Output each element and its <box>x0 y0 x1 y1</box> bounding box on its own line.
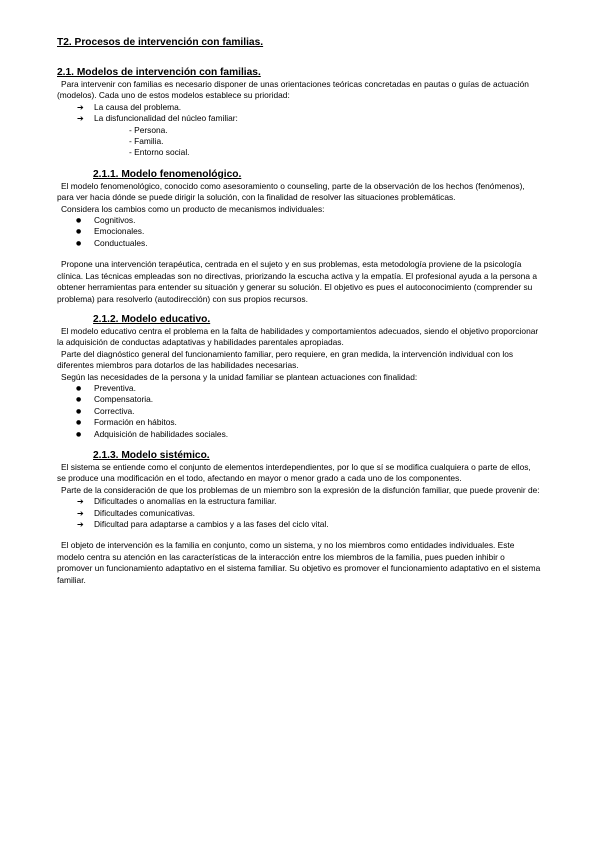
section-2-1-1-heading: 2.1.1. Modelo fenomenológico. <box>93 168 242 180</box>
document-title: T2. Procesos de intervención con familias. <box>57 37 264 48</box>
list-item: ● Conductuales. <box>76 238 541 249</box>
section-2-1-2-list <box>57 383 541 440</box>
section-2-1-1-paragraph-3: Propone una intervención terapéutica, centrada en el sujeto y en sus problemas, esta metodología proviene de la psicología clínica. Las técnicas empleadas son no directivas, priorizando la escucha activa y la empatía. El profesional ayuda a la persona a obtener herramientas para entender su situación y generar su solución. El objetivo es pues el autoconocimiento (comprender su problema) para resolverlo (autodirección) con sus propios recursos. <box>57 259 537 304</box>
section-2-1-list <box>57 102 541 125</box>
list-item: ● Adquisición de habilidades sociales. <box>76 429 541 440</box>
list-item: ● Formación en hábitos. <box>76 417 541 428</box>
list-item: ➔ La disfuncionalidad del núcleo familiar: <box>77 113 541 124</box>
list-item: ➔ Dificultades o anomalías en la estructura familiar. <box>77 496 541 507</box>
section-2-1-1-list <box>57 215 541 249</box>
list-item: ● Emocionales. <box>76 226 541 237</box>
document-body <box>57 36 541 586</box>
section-2-1-1-paragraph-2: Considera los cambios como un producto de mecanismos individuales: <box>61 203 325 214</box>
list-item: - Familia. <box>129 136 164 147</box>
list-item: - Entorno social. <box>129 147 190 158</box>
list-item: ➔ Dificultad para adaptarse a cambios y a las fases del ciclo vital. <box>77 519 541 530</box>
list-item: ● Compensatoria. <box>76 394 541 405</box>
section-2-1-3-paragraph-2: Parte de la consideración de que los problemas de un miembro son la expresión de la disfunción familiar, que puede provenir de: <box>61 484 540 495</box>
section-2-1-2-paragraph-2: Parte del diagnóstico general del funcionamiento familiar, pero requiere, en gran medida, la intervención individual con los diferentes miembros para dotarlos de las habilidades necesarias. <box>57 348 514 371</box>
section-2-1-heading: 2.1. Modelos de intervención con familias. <box>57 67 261 78</box>
section-2-1-sublist <box>57 125 541 159</box>
section-2-1-1-paragraph-1: El modelo fenomenológico, conocido como asesoramiento o counseling, parte de la observación de los hechos (fenómenos), para ver hacia dónde se puede dirigir la solución, con la finalidad de resolver las situaciones problemáticas. <box>57 180 525 203</box>
list-item: ● Preventiva. <box>76 383 541 394</box>
section-2-1-3-list <box>57 496 541 530</box>
section-2-1-3-paragraph-3: El objeto de intervención es la familia en conjunto, como un sistema, y no los miembros como entidades individuales. Este modelo centra su atención en las características de la interacción entre los miembros de la familia, pues pueden inhibir o promover un funcionamiento adaptativo en el sistema familiar. Su objetivo es promover el funcionamiento adaptativo en el sistema familiar. <box>57 540 541 585</box>
section-2-1-2-paragraph-1: El modelo educativo centra el problema en la falta de habilidades y comportamientos adecuados, siendo el objetivo proporcionar la adquisición de conductas adaptativas y habilidades parentales apropiadas. <box>57 325 539 348</box>
section-2-1-2-heading: 2.1.2. Modelo educativo. <box>93 313 211 325</box>
section-2-1-3-heading: 2.1.3. Modelo sistémico. <box>93 449 210 461</box>
section-2-1-intro: Para intervenir con familias es necesario disponer de unas orientaciones teóricas concretadas en pautas o guías de actuación (modelos). Cada uno de estos modelos establece su prioridad: <box>57 79 529 101</box>
section-2-1-2-paragraph-3: Según las necesidades de la persona y la unidad familiar se plantean actuaciones con finalidad: <box>61 371 418 382</box>
list-item: ➔ La causa del problema. <box>77 102 541 113</box>
list-item: - Persona. <box>129 124 168 135</box>
list-item: ● Cognitivos. <box>76 215 541 226</box>
section-2-1-3-paragraph-1: El sistema se entiende como el conjunto de elementos interdependientes, por lo que sí se modifica cualquiera o parte de ellos, se produce una modificación en el todo, afectando en mayor o menor grado a cada uno de los componentes. <box>57 461 531 484</box>
list-item: ● Correctiva. <box>76 406 541 417</box>
list-item: ➔ Dificultades comunicativas. <box>77 508 541 519</box>
